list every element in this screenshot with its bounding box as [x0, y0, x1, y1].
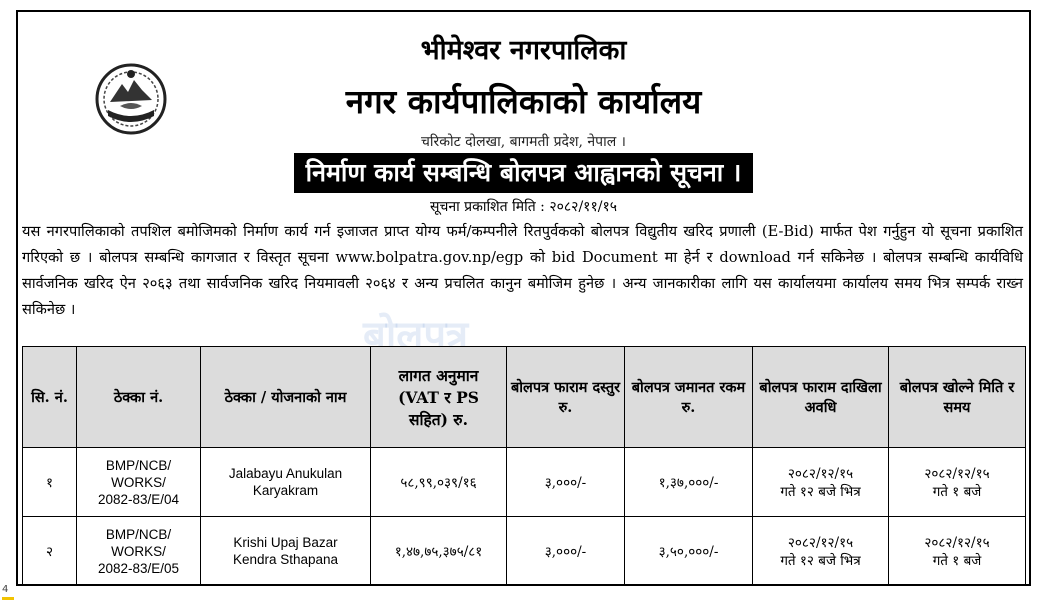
cell-deadline: २०८२/१२/१५ गते १२ बजे भित्र [753, 517, 889, 586]
cell-fee: ३,०००/- [507, 517, 625, 586]
col-header-opening: बोलपत्र खोल्ने मिति र समय [889, 347, 1026, 448]
col-header-cost: लागत अनुमान (VAT र PS सहित) रु. [371, 347, 507, 448]
office-name: नगर कार्यपालिकाको कार्यालय [345, 82, 702, 121]
col-header-deadline: बोलपत्र फाराम दाखिला अवधि [753, 347, 889, 448]
cell-bond: ३,५०,०००/- [625, 517, 753, 586]
col-header-fee: बोलपत्र फाराम दस्तुर रु. [507, 347, 625, 448]
cell-project-name: Krishi Upaj Bazar Kendra Sthapana [201, 517, 371, 586]
table-row [23, 517, 1026, 586]
cell-deadline: २०८२/१२/१५ गते १२ बजे भित्र [753, 448, 889, 517]
page-number-mark: 4 [2, 584, 9, 595]
cell-opening: २०८२/१२/१५ गते १ बजे [889, 517, 1026, 586]
notice-body-paragraph: यस नगरपालिकाको तपशिल बमोजिमको निर्माण कार्य गर्न इजाजत प्राप्त योग्य फर्म/कम्पनीले रितपुर्वकको बोलपत्र विद्युतीय खरिद प्रणाली (E-Bid) मार्फत पेश गर्नुहुन यो सूचना प्रकाशित गरिएको छ । बोलपत्र सम्बन्धि कागजात र विस्तृत सूचना www.bolpatra.gov.np/egp को bid Document मा हेर्न र download गर्न सकिनेछ । बोलपत्र सम्बन्धि कार्यविधि सार्वजनिक खरिद ऐन २०६३ तथा सार्वजनिक खरिद नियमावली २०६४ र अन्य प्रचलित कानुन बमोजिम हुनेछ । अन्य जानकारीका लागि यस कार्यालयमा कार्यालय समय भित्र सम्पर्क राख्न सकिनेछ । [22, 223, 1023, 318]
notice-title-banner: निर्माण कार्य सम्बन्धि बोलपत्र आह्वानको सूचना । [294, 153, 754, 193]
office-address: चरिकोट दोलखा, बागमती प्रदेश, नेपाल । [420, 134, 626, 150]
cell-fee: ३,०००/- [507, 448, 625, 517]
col-header-serial: सि. नं. [23, 347, 77, 448]
table-row [23, 448, 1026, 517]
published-date: सूचना प्रकाशित मिति : २०८२/११/१५ [429, 199, 617, 215]
municipality-name: भीमेश्वर नगरपालिका [420, 35, 627, 66]
cell-cost: ५८,९९,०३९/१६ [371, 448, 507, 517]
cell-contract-code: BMP/NCB/ WORKS/ 2082-83/E/05 [77, 517, 201, 586]
page-mark-underline [2, 597, 14, 600]
notice-frame [16, 10, 1031, 586]
col-header-contract: ठेक्का नं. [77, 347, 201, 448]
watermark-text: बोलपत्र [363, 313, 469, 359]
cell-project-name: Jalabayu Anukulan Karyakram [201, 448, 371, 517]
cell-serial: १ [23, 448, 77, 517]
col-header-project: ठेक्का / योजनाको नाम [201, 347, 371, 448]
cell-contract-code: BMP/NCB/ WORKS/ 2082-83/E/04 [77, 448, 201, 517]
cell-cost: १,४७,७५,३७५/८१ [371, 517, 507, 586]
cell-opening: २०८२/१२/१५ गते १ बजे [889, 448, 1026, 517]
col-header-bond: बोलपत्र जमानत रकम रु. [625, 347, 753, 448]
tender-table [22, 346, 1026, 586]
cell-serial: २ [23, 517, 77, 586]
table-header-row [23, 347, 1026, 448]
cell-bond: १,३७,०००/- [625, 448, 753, 517]
